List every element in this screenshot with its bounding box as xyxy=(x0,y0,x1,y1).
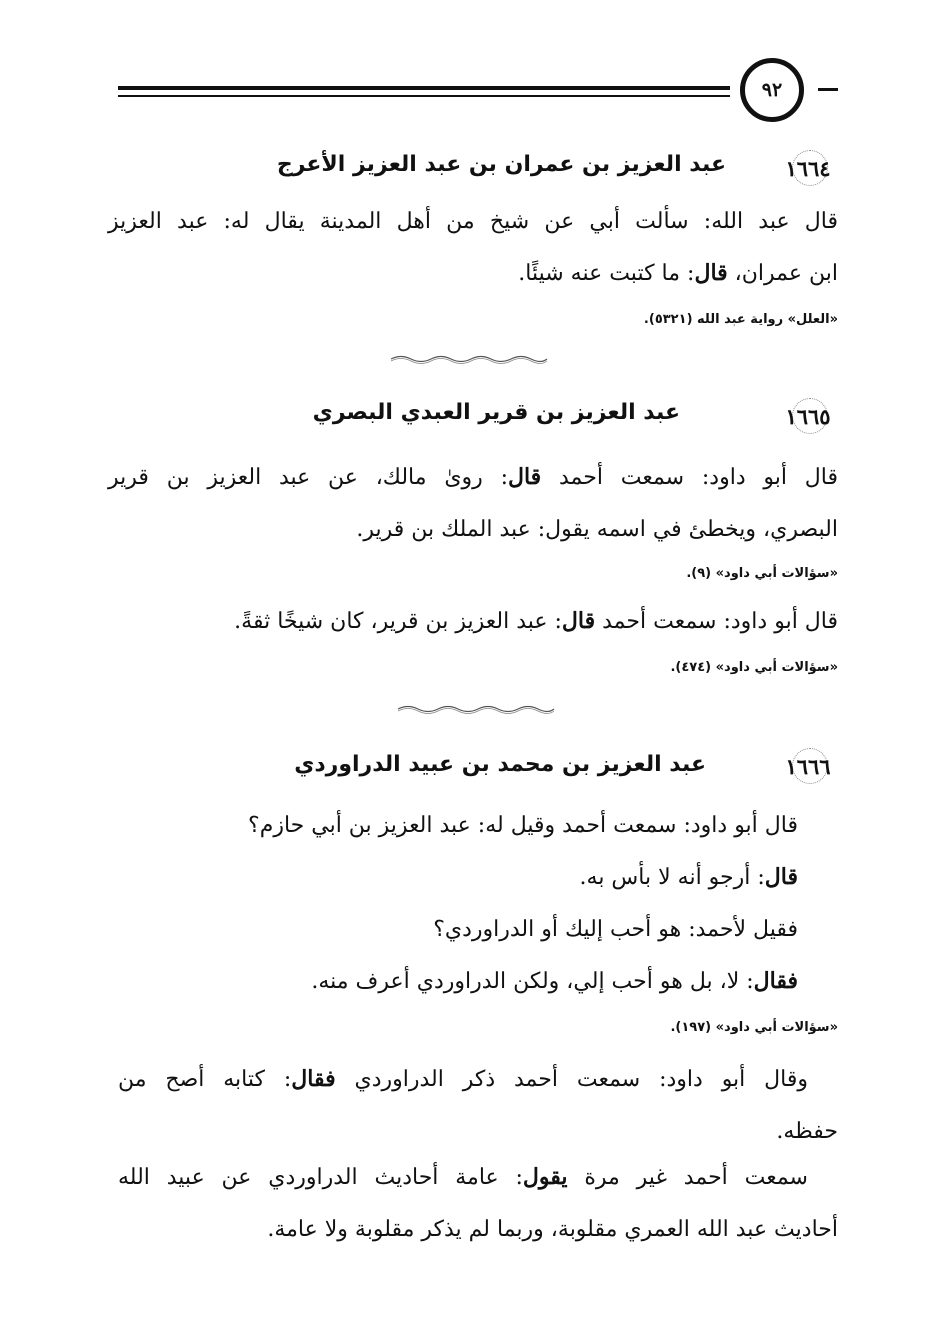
divider-ornament-icon xyxy=(396,704,556,714)
page-number: ٩٢ xyxy=(740,58,804,122)
entry-title: عبد العزيز بن عمران بن عبد العزيز الأعرج xyxy=(276,152,726,177)
divider-ornament-icon xyxy=(389,354,549,364)
text-line: وقال أبو داود: سمعت أحمد ذكر الدراوردي فقال: كتابه أصح من xyxy=(118,1066,808,1092)
entry-number-badge xyxy=(778,748,838,788)
entry-title: عبد العزيز بن قرير العبدي البصري xyxy=(312,400,680,425)
text-line: قال أبو داود: سمعت أحمد قال: روىٰ مالك، عن عبد العزيز بن قرير xyxy=(108,464,839,490)
source-citation: «سؤالات أبي داود» (١٩٧). xyxy=(670,1020,838,1035)
source-citation: «العلل» رواية عبد الله (٥٣٢١). xyxy=(643,312,838,327)
entry-title: عبد العزيز بن محمد بن عبيد الدراوردي xyxy=(294,752,706,777)
text-line: قال: أرجو أنه لا بأس به. xyxy=(579,864,798,890)
text-line: ابن عمران، قال: ما كتبت عنه شيئًا. xyxy=(518,260,838,286)
text-line: أحاديث عبد الله العمري مقلوبة، وربما لم يذكر مقلوبة ولا عامة. xyxy=(267,1217,838,1242)
source-citation: «سؤالات أبي داود» (٩). xyxy=(686,566,838,581)
text-line: قال عبد الله: سألت أبي عن شيخ من أهل المدينة يقال له: عبد العزيز xyxy=(108,209,838,234)
text-line: فقال: لا، بل هو أحب إلي، ولكن الدراوردي أعرف منه. xyxy=(311,968,798,994)
source-citation: «سؤالات أبي داود» (٤٧٤). xyxy=(670,660,838,675)
text-line: البصري، ويخطئ في اسمه يقول: عبد الملك بن قرير. xyxy=(356,517,838,542)
text-line: قال أبو داود: سمعت أحمد وقيل له: عبد العزيز بن أبي حازم؟ xyxy=(248,813,798,838)
entry-number: ١٦٦٤ xyxy=(785,156,831,181)
text-line: سمعت أحمد غير مرة يقول: عامة أحاديث الدراوردي عن عبيد الله xyxy=(118,1164,808,1190)
header-rule-thin xyxy=(118,95,730,97)
text-line: فقيل لأحمد: هو أحب إليك أو الدراوردي؟ xyxy=(433,917,798,942)
entry-number-badge xyxy=(778,150,838,190)
entry-number: ١٦٦٥ xyxy=(785,404,831,429)
text-line: قال أبو داود: سمعت أحمد قال: عبد العزيز بن قرير، كان شيخًا ثقةً. xyxy=(234,608,838,634)
header-rule-right xyxy=(818,88,838,91)
entry-number-badge xyxy=(778,398,838,438)
header-rule xyxy=(118,86,730,90)
text-line: حفظه. xyxy=(776,1119,838,1144)
entry-number: ١٦٦٦ xyxy=(785,754,831,779)
